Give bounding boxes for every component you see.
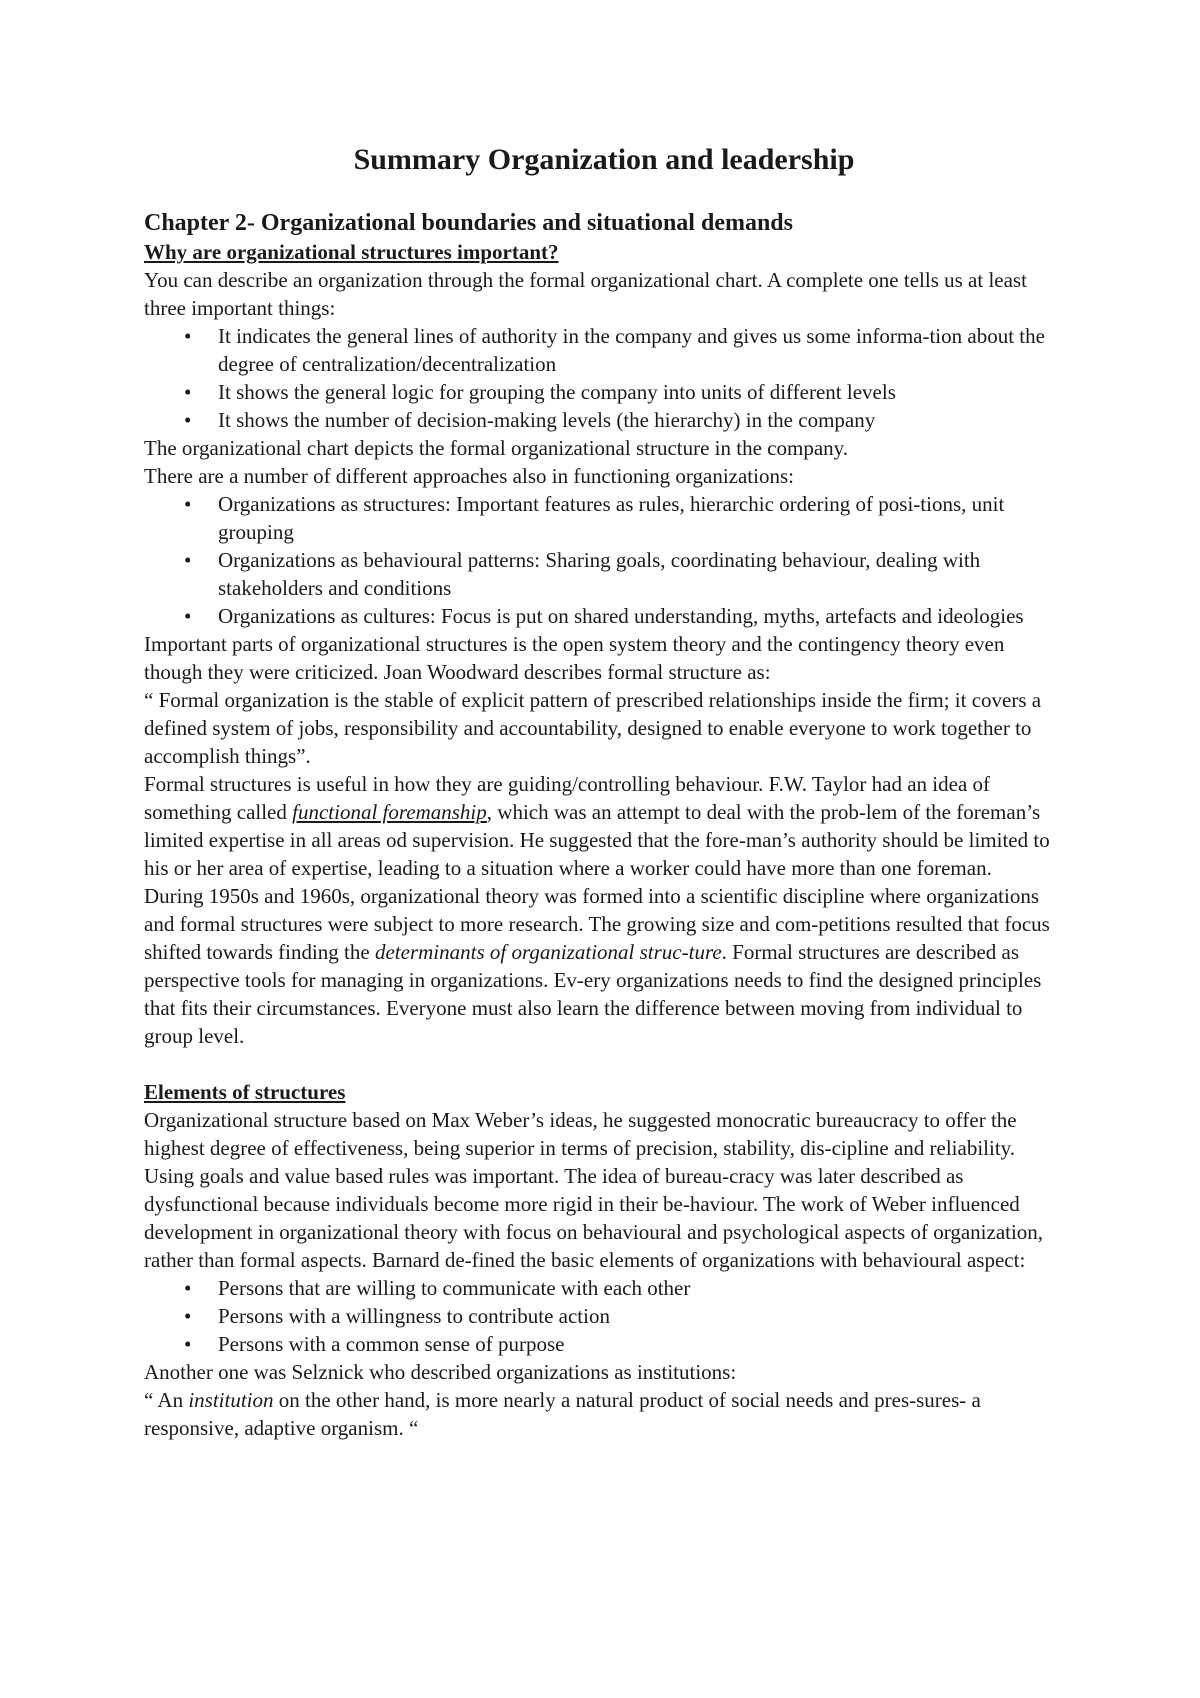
paragraph-approaches: There are a number of different approaches also in functioning organizations: (144, 464, 794, 488)
list-item: • Organizations as cultures: Focus is put on shared understanding, myths, artefacts and ideologies (218, 602, 1064, 630)
taylor-text-a: Formal structures is useful in how they are guiding/controlling behaviour. F.W. Taylor had an idea of something called (144, 772, 991, 824)
list-item: • Organizations as structures: Important features as rules, hierarchic ordering of posi-tions, unit grouping (218, 490, 1064, 546)
chapter-heading: Chapter 2- Organizational boundaries and situational demands (144, 210, 793, 236)
document-content (144, 140, 1064, 1442)
woodward-quote: “ Formal organization is the stable of explicit pattern of prescribed relationships inside the firm; it covers a defined system of jobs, responsibility and accountability, designed to enable everyone to work together to accomplish things”. (144, 688, 1042, 768)
paragraph-selznick: Another one was Selznick who described organizations as institutions: (144, 1360, 737, 1384)
section-heading-elements: Elements of structures (144, 1080, 346, 1104)
quote-text-b: on the other hand, is more nearly a natural product of social needs and pres-sures- a responsive, adaptive organism. “ (144, 1388, 981, 1440)
term-determinants: determinants of organizational struc-ture (374, 940, 722, 964)
quote-text-a: “ An (144, 1388, 189, 1412)
paragraph-1950s (144, 882, 1064, 1050)
list-item: • Persons with a willingness to contribute action (218, 1302, 1064, 1330)
document-title: Summary Organization and leadership (353, 143, 855, 176)
1950s-text-a: During 1950s and 1960s, organizational theory was formed into a scientific discipline where organizations and formal structures were subject to more research. The growing size and com-petitions resulted that focus shifted towards finding the (144, 884, 1050, 964)
bullet-list-barnard (144, 1274, 1064, 1358)
paragraph-weber: Organizational structure based on Max Weber’s ideas, he suggested monocratic bureaucracy to offer the highest degree of effectiveness, being superior in terms of precision, stability, dis-cipline and reliability. Using goals and value based rules was important. The idea of bureau-cracy was later described as dysfunctional because individuals become more rigid in their be-haviour. The work of Weber influenced development in organizational theory with focus on behavioural and psychological aspects of organization, rather than formal aspects. Barnard de-fined the basic elements of organizations with behavioural aspect: (144, 1108, 1044, 1272)
selznick-quote (144, 1386, 1064, 1442)
list-item: • It indicates the general lines of authority in the company and gives us some informa-tion about the degree of centralization/decentralization (218, 322, 1064, 378)
list-item: • Organizations as behavioural patterns: Sharing goals, coordinating behaviour, dealing with stakeholders and conditions (218, 546, 1064, 602)
paragraph-taylor (144, 770, 1064, 882)
paragraph-intro: You can describe an organization through the formal organizational chart. A complete one tells us at least three important things: (144, 268, 1027, 320)
taylor-text-b: , which was an attempt to deal with the prob-lem of the foreman’s limited expertise in all areas od supervision. He suggested that the fore-man’s authority should be limited to his or her area of expertise, leading to a situation where a worker could have more than one foreman. (144, 800, 1050, 880)
term-functional-foremanship: functional foremanship (292, 800, 487, 824)
list-item: • Persons with a common sense of purpose (218, 1330, 1064, 1358)
1950s-text-b: . Formal structures are described as perspective tools for managing in organizations. Ev-ery organizations needs to find the designed principles that fits their circumstances. Everyone must also learn the difference between moving from individual to group level. (144, 940, 1042, 1048)
term-institution: institution (188, 1388, 274, 1412)
list-item: • It shows the number of decision-making levels (the hierarchy) in the company (218, 406, 1064, 434)
section-heading-why-structures: Why are organizational structures important? (144, 240, 559, 264)
list-item: • Persons that are willing to communicate with each other (218, 1274, 1064, 1302)
section-spacer (144, 1050, 1064, 1078)
bullet-list-approaches (144, 490, 1064, 630)
paragraph-chart-depicts: The organizational chart depicts the formal organizational structure in the company. (144, 436, 849, 460)
paragraph-open-system: Important parts of organizational structures is the open system theory and the contingency theory even though they were criticized. Joan Woodward describes formal structure as: (144, 632, 1005, 684)
bullet-list-chart-things (144, 322, 1064, 434)
list-item: • It shows the general logic for grouping the company into units of different levels (218, 378, 1064, 406)
